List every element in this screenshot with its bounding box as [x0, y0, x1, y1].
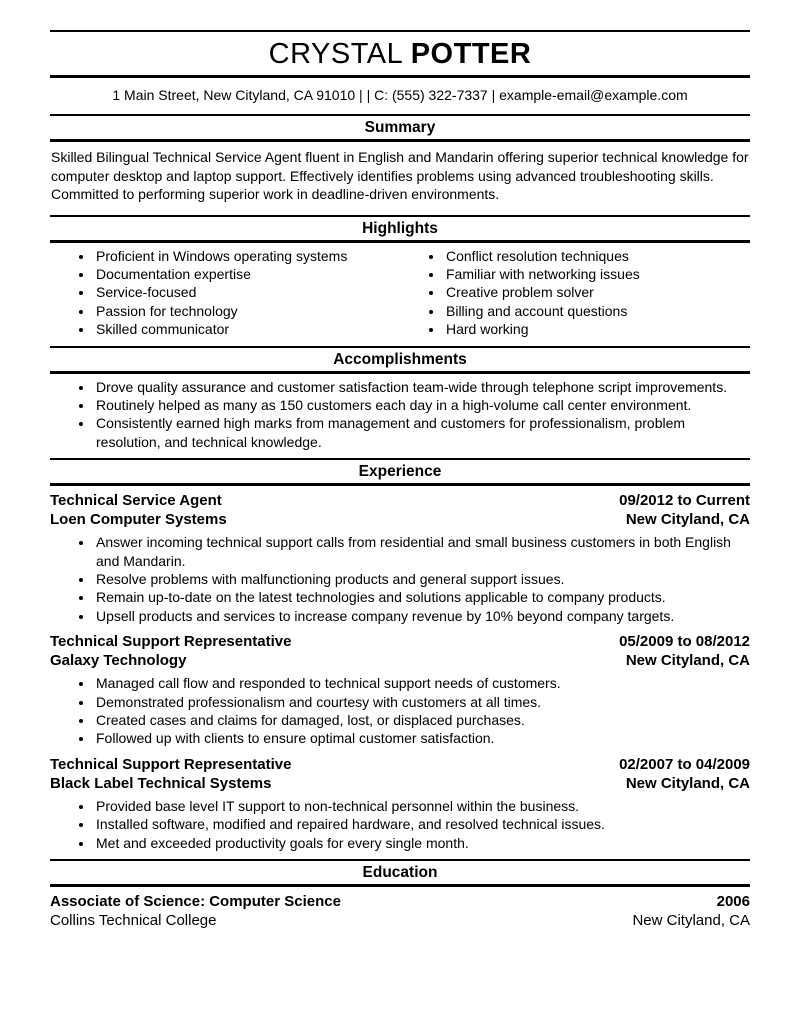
education-subheader-row [50, 911, 750, 930]
section-title-accomplishments: Accomplishments [333, 350, 467, 368]
accomplishments-list [50, 378, 746, 452]
job-dates: 05/2009 to 08/2012 [619, 633, 750, 651]
name-underline-rule [50, 75, 750, 78]
job-bullet: • Answer incoming technical support calls from residential and small business customers in both English and Mandarin. [94, 533, 746, 570]
job-bullet: • Demonstrated professionalism and courtesy with customers at all times. [94, 693, 746, 711]
job-entry [50, 632, 750, 748]
job-header-row [50, 632, 750, 651]
job-bullet: • Resolve problems with malfunctioning products and general support issues. [94, 570, 746, 588]
job-company: Black Label Technical Systems [50, 774, 272, 792]
highlight-item: • Passion for technology [94, 302, 400, 320]
section-header-education [50, 859, 750, 887]
highlights-list-left [50, 247, 400, 339]
job-bullet: • Remain up-to-date on the latest technologies and solutions applicable to company products. [94, 588, 746, 606]
horizontal-rule [50, 884, 750, 887]
job-subheader-row [50, 510, 750, 529]
job-company: Galaxy Technology [50, 652, 187, 670]
job-header-row [50, 755, 750, 774]
highlights-column-right [400, 243, 750, 346]
job-role: Technical Support Representative [50, 755, 292, 773]
job-entry [50, 755, 750, 852]
job-bullet: • Created cases and claims for damaged, lost, or displaced purchases. [94, 711, 746, 729]
highlights-columns [50, 243, 750, 346]
job-header-row [50, 491, 750, 510]
horizontal-rule [50, 139, 750, 142]
job-entry [50, 491, 750, 625]
job-dates: 09/2012 to Current [619, 492, 750, 510]
job-bullet: • Installed software, modified and repaired hardware, and resolved technical issues. [94, 815, 746, 833]
job-subheader-row [50, 651, 750, 670]
education-location: New Cityland, CA [632, 912, 750, 930]
horizontal-rule [50, 371, 750, 374]
education-school: Collins Technical College [50, 912, 217, 930]
highlights-column-left [50, 243, 400, 346]
highlights-list-right [400, 247, 750, 339]
highlight-item: • Documentation expertise [94, 265, 400, 283]
job-role: Technical Support Representative [50, 633, 292, 651]
accomplishment-item: • Drove quality assurance and customer satisfaction team-wide through telephone script improvements. [94, 378, 746, 396]
name-heading [50, 37, 750, 71]
highlight-item: • Familiar with networking issues [444, 265, 750, 283]
name-first: CRYSTAL [268, 38, 403, 70]
highlight-item: • Skilled communicator [94, 320, 400, 338]
summary-paragraph: Skilled Bilingual Technical Service Agent fluent in English and Mandarin offering superior technical knowledge for computer desktop and laptop support. Effectively identifies problems using advanced troubleshooting skills. Committed to performing superior work in deadline-driven environments. [51, 149, 749, 202]
section-title-summary: Summary [364, 119, 436, 136]
job-subheader-row [50, 774, 750, 793]
highlight-item: • Creative problem solver [444, 283, 750, 301]
section-header-accomplishments [50, 346, 750, 374]
job-company: Loen Computer Systems [50, 511, 227, 529]
job-bullet-list [50, 533, 746, 625]
job-bullet: • Met and exceeded productivity goals for every single month. [94, 834, 746, 852]
job-dates: 02/2007 to 04/2009 [619, 755, 750, 773]
section-header-summary [50, 114, 750, 142]
job-bullet: • Followed up with clients to ensure optimal customer satisfaction. [94, 729, 746, 747]
accomplishment-item: • Consistently earned high marks from management and customers for professionalism, problem resolution, and technical knowledge. [94, 414, 746, 451]
job-bullet-list [50, 674, 746, 748]
highlight-item: • Hard working [444, 320, 750, 338]
name-last: POTTER [410, 38, 532, 70]
section-title-education: Education [362, 864, 438, 882]
highlight-item: • Conflict resolution techniques [444, 247, 750, 265]
education-year: 2006 [716, 893, 750, 911]
section-header-highlights [50, 215, 750, 243]
section-header-experience [50, 458, 750, 486]
education-header-row [50, 892, 750, 911]
job-bullet: • Managed call flow and responded to technical support needs of customers. [94, 674, 746, 692]
highlight-item: • Proficient in Windows operating systems [94, 247, 400, 265]
horizontal-rule [50, 483, 750, 486]
job-location: New Cityland, CA [625, 774, 750, 792]
job-location: New Cityland, CA [625, 652, 750, 670]
education-entry [50, 892, 750, 930]
section-title-highlights: Highlights [362, 219, 438, 237]
highlight-item: • Service-focused [94, 283, 400, 301]
job-bullet: • Provided base level IT support to non-technical personnel within the business. [94, 797, 746, 815]
job-location: New Cityland, CA [625, 511, 750, 529]
highlight-item: • Billing and account questions [444, 302, 750, 320]
education-degree: Associate of Science: Computer Science [50, 893, 341, 911]
section-title-experience: Experience [358, 463, 442, 481]
top-rule [50, 30, 750, 32]
job-bullet-list [50, 797, 746, 852]
job-role: Technical Service Agent [50, 492, 222, 510]
accomplishment-item: • Routinely helped as many as 150 customers each day in a high-volume call center environment. [94, 396, 746, 414]
contact-line: 1 Main Street, New Cityland, CA 91010 | | C: (555) 322-7337 | example-email@example.com [112, 87, 688, 103]
job-bullet: • Upsell products and services to increase company revenue by 10% beyond company targets. [94, 607, 746, 625]
